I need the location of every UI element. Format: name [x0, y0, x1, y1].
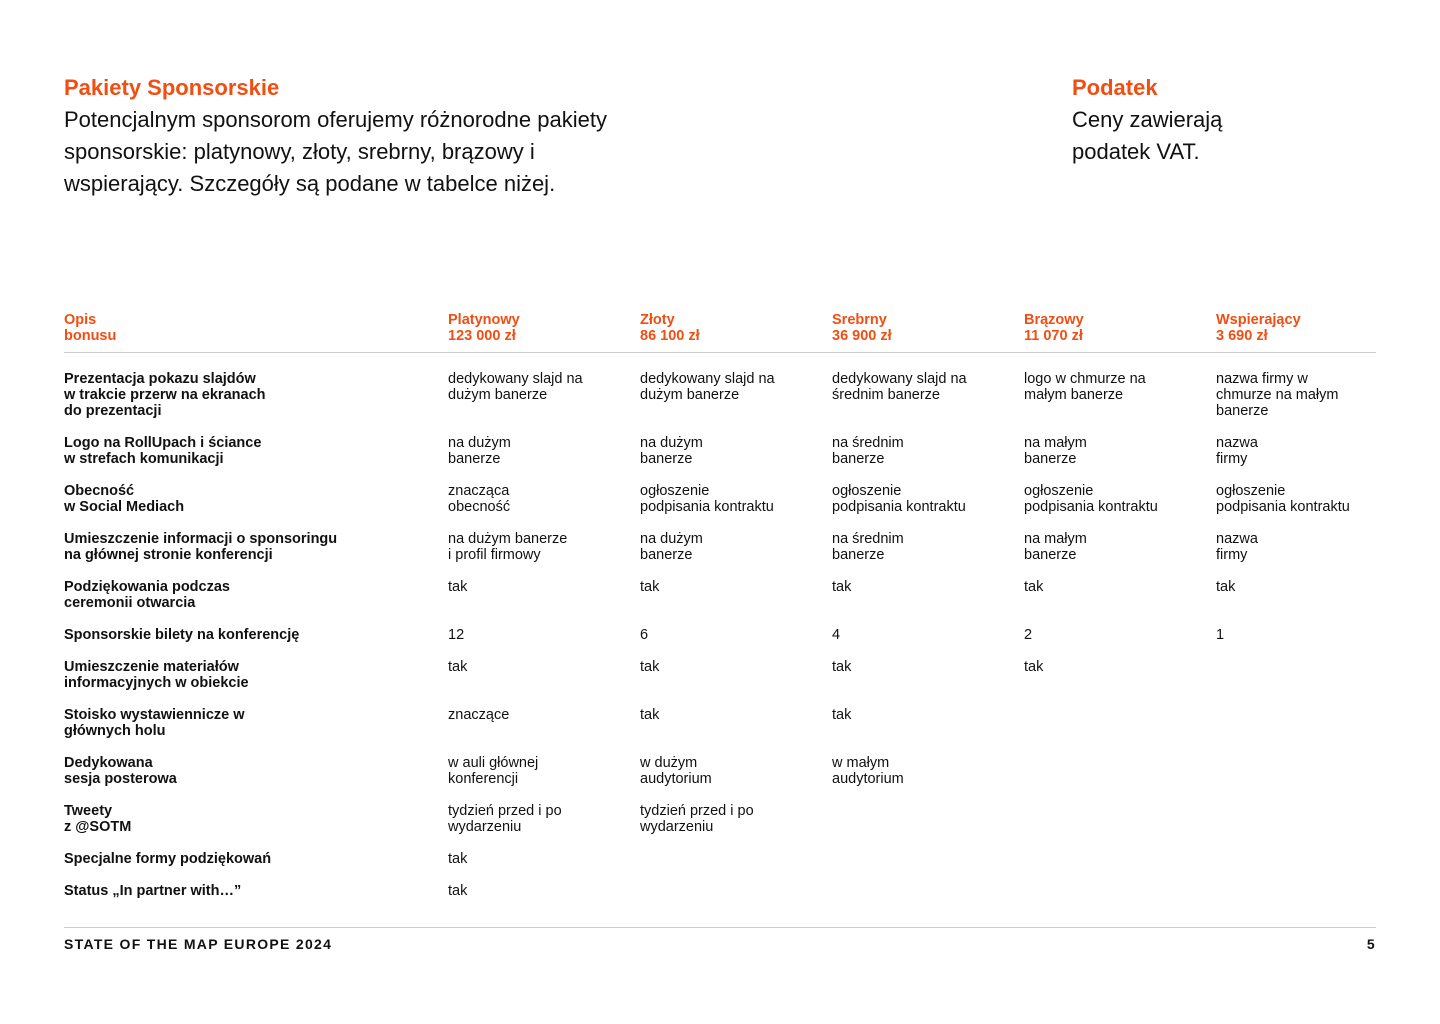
cell-supporting: nazwa firmy: [1216, 435, 1258, 467]
cell-bronze: logo w chmurze na małym banerze: [1024, 371, 1146, 403]
table-body: [64, 353, 1376, 899]
cell-platinum: tak: [448, 659, 468, 675]
cell-gold: tak: [640, 659, 660, 675]
row-label: Podziękowania podczas ceremonii otwarcia: [64, 579, 230, 611]
cell-platinum: tak: [448, 851, 468, 867]
cell-silver: ogłoszenie podpisania kontraktu: [832, 483, 966, 515]
header-silver: Srebrny 36 900 zł: [832, 312, 892, 344]
cell-gold: dedykowany slajd na dużym banerze: [640, 371, 775, 403]
table-row: [64, 707, 1376, 739]
cell-supporting: tak: [1216, 579, 1236, 595]
cell-supporting: [1216, 851, 1376, 867]
cell-bronze: na małym banerze: [1024, 531, 1087, 563]
row-label: Logo na RollUpach i ściance w strefach komunikacji: [64, 435, 262, 467]
cell-gold: na dużym banerze: [640, 531, 703, 563]
cell-platinum: 12: [448, 627, 465, 643]
table-row: [64, 483, 1376, 515]
row-label: Sponsorskie bilety na konferencję: [64, 627, 300, 643]
cell-bronze: tak: [1024, 659, 1044, 675]
cell-bronze: [1024, 851, 1216, 867]
cell-bronze: [1024, 707, 1216, 739]
row-label: Specjalne formy podziękowań: [64, 851, 272, 867]
tax-description: Ceny zawierają podatek VAT.: [1072, 107, 1223, 164]
cell-silver: tak: [832, 579, 852, 595]
table-row: [64, 579, 1376, 611]
cell-bronze: 2: [1024, 627, 1033, 643]
cell-silver: 4: [832, 627, 841, 643]
table-row: [64, 803, 1376, 835]
cell-gold: [640, 851, 832, 867]
cell-silver: na średnim banerze: [832, 531, 904, 563]
table-row: [64, 435, 1376, 467]
cell-silver: [832, 851, 1024, 867]
table-row: [64, 371, 1376, 419]
cell-silver: tak: [832, 707, 852, 723]
cell-platinum: dedykowany slajd na dużym banerze: [448, 371, 583, 403]
cell-gold: tak: [640, 707, 660, 723]
page-footer: [64, 927, 1376, 952]
tax-heading: Podatek: [1072, 75, 1158, 100]
cell-supporting: [1216, 707, 1376, 739]
cell-gold: [640, 883, 832, 899]
row-label: Stoisko wystawiennicze w głównych holu: [64, 707, 245, 739]
cell-bronze: [1024, 755, 1216, 787]
row-label: Obecność w Social Mediach: [64, 483, 185, 515]
table-row: [64, 531, 1376, 563]
cell-platinum: w auli głównej konferencji: [448, 755, 539, 787]
cell-bronze: [1024, 883, 1216, 899]
document-title: STATE OF THE MAP EUROPE 2024: [64, 936, 333, 952]
cell-gold: na dużym banerze: [640, 435, 703, 467]
cell-supporting: 1: [1216, 627, 1225, 643]
table-row: [64, 851, 1376, 867]
table-row: [64, 627, 1376, 643]
tax-note: [1072, 74, 1392, 168]
cell-supporting: nazwa firmy w chmurze na małym banerze: [1216, 371, 1339, 419]
header-description: Opis bonusu: [64, 312, 117, 344]
cell-platinum: tak: [448, 883, 468, 899]
cell-supporting: [1216, 883, 1376, 899]
cell-supporting: [1216, 803, 1376, 835]
row-label: Dedykowana sesja posterowa: [64, 755, 177, 787]
cell-gold: w dużym audytorium: [640, 755, 712, 787]
cell-platinum: na dużym banerze i profil firmowy: [448, 531, 568, 563]
cell-platinum: tydzień przed i po wydarzeniu: [448, 803, 562, 835]
header-bronze: Brązowy 11 070 zł: [1024, 312, 1084, 344]
header-gold: Złoty 86 100 zł: [640, 312, 700, 344]
cell-gold: 6: [640, 627, 649, 643]
page-number: 5: [1366, 936, 1376, 952]
cell-silver: [832, 803, 1024, 835]
header-supporting: Wspierający 3 690 zł: [1216, 312, 1301, 344]
cell-bronze: [1024, 803, 1216, 835]
cell-gold: tydzień przed i po wydarzeniu: [640, 803, 754, 835]
cell-gold: ogłoszenie podpisania kontraktu: [640, 483, 774, 515]
sponsorship-description: Potencjalnym sponsorom oferujemy różnorodne pakiety sponsorskie: platynowy, złoty, srebrny, brązowy i wspierający. Szczegóły są podane w tabelce niżej.: [64, 107, 607, 196]
cell-supporting: [1216, 659, 1376, 691]
cell-bronze: tak: [1024, 579, 1044, 595]
row-label: Umieszczenie informacji o sponsoringu na głównej stronie konferencji: [64, 531, 338, 563]
sponsorship-intro: [64, 74, 724, 200]
cell-silver: na średnim banerze: [832, 435, 904, 467]
cell-supporting: ogłoszenie podpisania kontraktu: [1216, 483, 1350, 515]
header-platinum: Platynowy 123 000 zł: [448, 312, 520, 344]
table-row: [64, 755, 1376, 787]
row-label: Prezentacja pokazu slajdów w trakcie przerw na ekranach do prezentacji: [64, 371, 266, 419]
cell-silver: [832, 883, 1024, 899]
cell-silver: dedykowany slajd na średnim banerze: [832, 371, 967, 403]
table-header: [64, 312, 1376, 353]
sponsorship-table: [64, 312, 1376, 915]
cell-platinum: znaczące: [448, 707, 510, 723]
row-label: Tweety z @SOTM: [64, 803, 132, 835]
cell-bronze: ogłoszenie podpisania kontraktu: [1024, 483, 1158, 515]
table-row: [64, 883, 1376, 899]
table-row: [64, 659, 1376, 691]
cell-platinum: na dużym banerze: [448, 435, 511, 467]
cell-platinum: tak: [448, 579, 468, 595]
row-label: Umieszczenie materiałów informacyjnych w obiekcie: [64, 659, 249, 691]
cell-silver: w małym audytorium: [832, 755, 904, 787]
cell-bronze: na małym banerze: [1024, 435, 1087, 467]
cell-silver: tak: [832, 659, 852, 675]
cell-gold: tak: [640, 579, 660, 595]
cell-supporting: [1216, 755, 1376, 787]
cell-platinum: znacząca obecność: [448, 483, 511, 515]
cell-supporting: nazwa firmy: [1216, 531, 1258, 563]
row-label: Status „In partner with…”: [64, 883, 242, 899]
sponsorship-heading: Pakiety Sponsorskie: [64, 75, 280, 100]
